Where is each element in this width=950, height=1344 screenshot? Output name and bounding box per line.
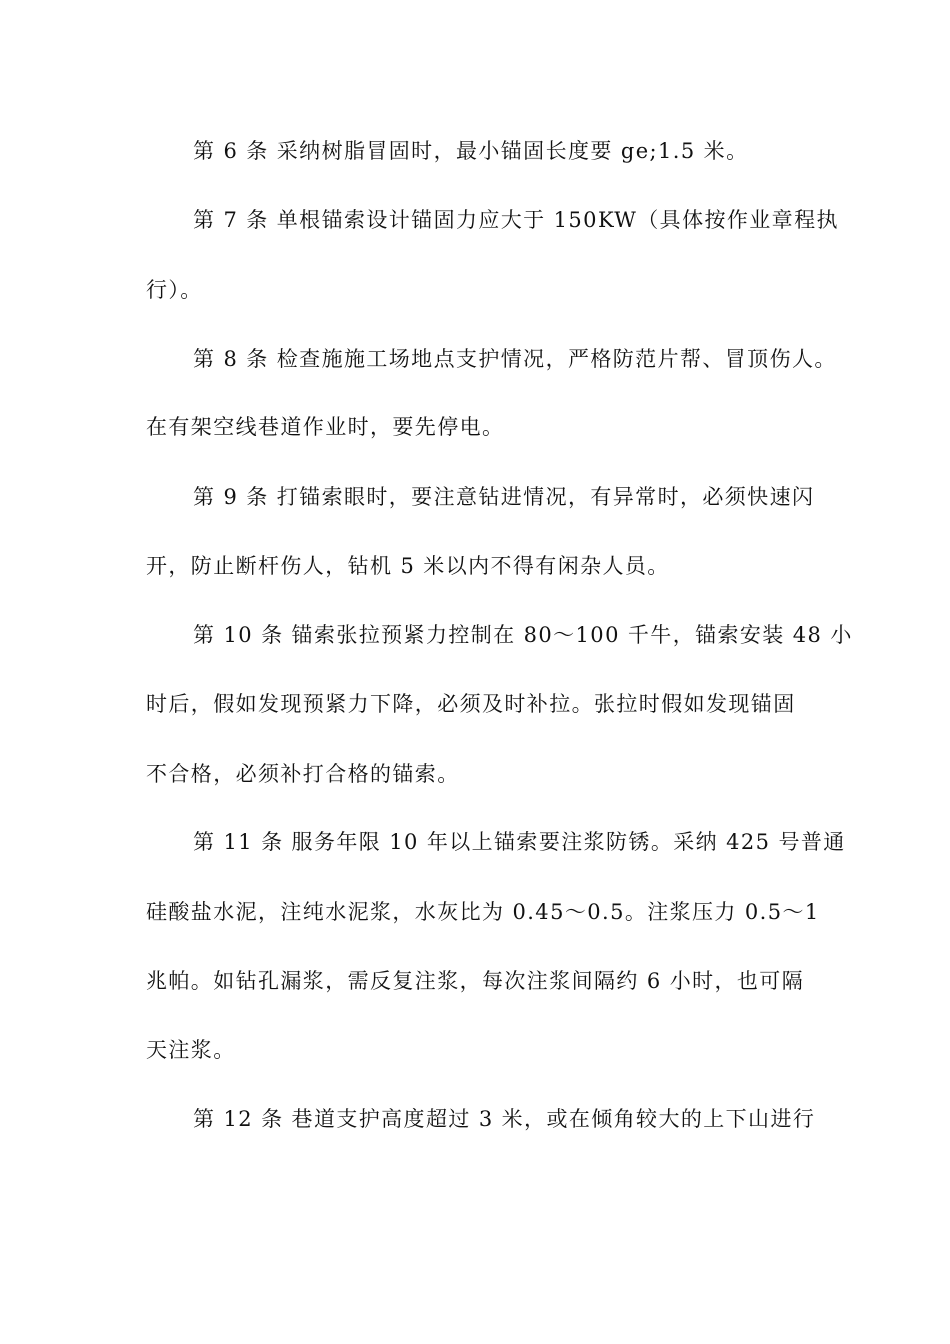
text-line-art10-cont1: 时后，假如发现预紧力下降，必须及时补拉。张拉时假如发现锚固: [146, 692, 796, 716]
text-line-art7-cont: 行）。: [146, 278, 203, 302]
text-line-art9-cont: 开，防止断杆伤人，钻机 5 米以内不得有闲杂人员。: [146, 554, 670, 578]
text-line-art8-cont: 在有架空线巷道作业时，要先停电。: [146, 415, 505, 439]
text-line-art12: 第 12 条 巷道支护高度超过 3 米，或在倾角较大的上下山进行: [193, 1107, 816, 1131]
text-line-art11: 第 11 条 服务年限 10 年以上锚索要注浆防锈。采纳 425 号普通: [193, 830, 846, 854]
text-line-art10-cont2: 不合格，必须补打合格的锚索。: [146, 762, 460, 786]
text-line-art7: 第 7 条 单根锚索设计锚固力应大于 150KW（具体按作业章程执: [193, 208, 839, 232]
text-line-art6: 第 6 条 采纳树脂冒固时，最小锚固长度要 ge;1.5 米。: [193, 139, 749, 163]
text-line-art11-cont2: 兆帕。如钻孔漏浆，需反复注浆，每次注浆间隔约 6 小时，也可隔: [146, 969, 805, 993]
text-line-art9: 第 9 条 打锚索眼时，要注意钻进情况，有异常时，必须快速闪: [193, 485, 815, 509]
text-line-art11-cont1: 硅酸盐水泥，注纯水泥浆，水灰比为 0.45～0.5。注浆压力 0.5～1: [146, 900, 820, 924]
text-line-art8: 第 8 条 检查施施工场地点支护情况，严格防范片帮、冒顶伤人。: [193, 347, 837, 371]
text-line-art11-cont3: 天注浆。: [146, 1038, 236, 1062]
text-line-art10: 第 10 条 锚索张拉预紧力控制在 80～100 千牛，锚索安装 48 小: [193, 623, 853, 647]
